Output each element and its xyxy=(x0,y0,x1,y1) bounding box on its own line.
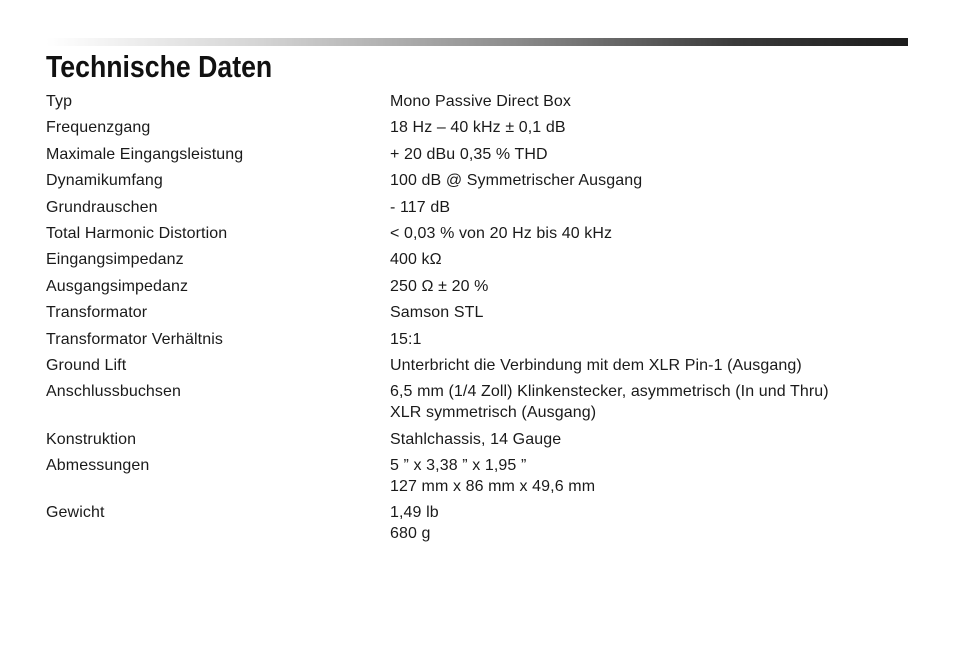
spec-row-eingangsimpedanz xyxy=(46,248,908,274)
spec-row-anschlussbuchsen xyxy=(46,380,908,427)
header-gradient-bar xyxy=(46,38,908,46)
spec-value xyxy=(390,90,908,116)
spec-row-ground-lift xyxy=(46,354,908,380)
spec-row-gewicht xyxy=(46,501,908,548)
spec-label: Grundrauschen xyxy=(46,198,158,216)
spec-value-line: 5 ” x 3,38 ” x 1,95 ” xyxy=(390,457,527,475)
spec-value-line: 127 mm x 86 mm x 49,6 mm xyxy=(390,478,596,496)
spec-label: Ground Lift xyxy=(46,356,127,374)
page-title: Technische Daten xyxy=(46,49,273,84)
spec-value xyxy=(390,301,908,327)
spec-label: Abmessungen xyxy=(46,457,150,475)
spec-value xyxy=(390,328,908,354)
spec-row-abmessungen xyxy=(46,454,908,501)
spec-value-line: Mono Passive Direct Box xyxy=(390,93,572,110)
spec-value-line: XLR symmetrisch (Ausgang) xyxy=(390,404,597,422)
spec-label: Konstruktion xyxy=(46,430,137,448)
spec-value-line: Unterbricht die Verbindung mit dem XLR Pin-1 (Ausgang) xyxy=(390,356,802,374)
spec-row-konstruktion xyxy=(46,428,908,454)
spec-value xyxy=(390,169,908,195)
spec-value-line: + 20 dBu 0,35 % THD xyxy=(390,145,548,163)
spec-row-dynamikumfang xyxy=(46,169,908,195)
spec-value xyxy=(390,428,908,454)
spec-label: Ausgangsimpedanz xyxy=(46,277,189,295)
spec-row-total-harmonic-distortion xyxy=(46,222,908,248)
spec-value-line: 680 g xyxy=(390,525,431,543)
spec-value-line: < 0,03 % von 20 Hz bis 40 kHz xyxy=(390,224,613,242)
spec-value-line: Samson STL xyxy=(390,304,484,322)
spec-row-grundrauschen xyxy=(46,196,908,222)
spec-value-line: Stahlchassis, 14 Gauge xyxy=(390,430,562,448)
spec-value xyxy=(390,275,908,301)
spec-value-line: 400 kΩ xyxy=(390,251,442,269)
spec-value xyxy=(390,501,908,548)
spec-label: Transformator Verhältnis xyxy=(46,330,223,348)
spec-value xyxy=(390,248,908,274)
spec-label: Transformator xyxy=(46,304,148,322)
spec-label: Eingangsimpedanz xyxy=(46,251,184,269)
spec-value-line: 1,49 lb xyxy=(390,504,439,522)
spec-label: Dynamikumfang xyxy=(46,172,163,190)
spec-label: Total Harmonic Distortion xyxy=(46,224,228,242)
spec-row-typ xyxy=(46,90,908,116)
spec-row-frequenzgang xyxy=(46,116,908,142)
spec-row-ausgangsimpedanz xyxy=(46,275,908,301)
spec-row-transformator xyxy=(46,301,908,327)
spec-value xyxy=(390,222,908,248)
spec-value xyxy=(390,143,908,169)
spec-row-maximale-eingangsleistung xyxy=(46,143,908,169)
spec-table xyxy=(46,90,908,549)
spec-value-line: 15:1 xyxy=(390,330,422,348)
spec-row-transformator-verhaeltnis xyxy=(46,328,908,354)
spec-value xyxy=(390,196,908,222)
spec-label: Maximale Eingangsleistung xyxy=(46,145,244,163)
spec-label: Typ xyxy=(46,93,73,110)
spec-value xyxy=(390,354,908,380)
spec-value xyxy=(390,454,908,501)
spec-label: Frequenzgang xyxy=(46,119,151,137)
spec-label: Gewicht xyxy=(46,504,105,522)
spec-value-line: 250 Ω ± 20 % xyxy=(390,277,489,295)
spec-value-line: - 117 dB xyxy=(390,198,451,216)
spec-value xyxy=(390,116,908,142)
spec-value xyxy=(390,380,908,427)
spec-value-line: 18 Hz – 40 kHz ± 0,1 dB xyxy=(390,119,566,137)
spec-label: Anschlussbuchsen xyxy=(46,383,182,401)
spec-value-line: 100 dB @ Symmetrischer Ausgang xyxy=(390,172,643,190)
spec-value-line: 6,5 mm (1/4 Zoll) Klinkenstecker, asymmetrisch (In und Thru) xyxy=(390,383,829,401)
